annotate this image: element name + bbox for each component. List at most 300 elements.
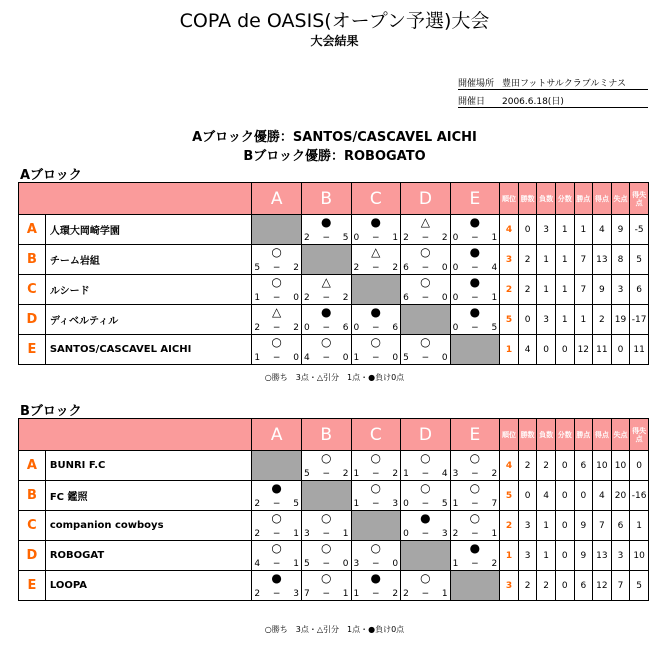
table-row	[19, 451, 649, 481]
team-letter: A	[19, 451, 46, 481]
match-cell	[401, 275, 451, 305]
match-score	[304, 559, 349, 569]
match-cell	[301, 305, 351, 335]
score-against: 1	[293, 559, 299, 569]
self-match-cell	[252, 451, 302, 481]
venue-info	[458, 76, 626, 89]
match-cell	[301, 571, 351, 601]
score-against: 7	[491, 499, 498, 509]
score-for: 2	[403, 233, 409, 243]
block-b-winner: Bブロック優勝：ROBOGATO	[243, 149, 426, 164]
score-for: 6	[403, 293, 409, 303]
match-cell	[252, 305, 302, 335]
stat-cell: 2	[518, 275, 537, 305]
result-symbol: ●	[469, 305, 481, 319]
col-header-e: E	[450, 183, 500, 215]
match-cell	[252, 245, 302, 275]
score-separator: −	[372, 559, 380, 569]
stat-cell: -17	[630, 305, 649, 335]
stat-cell: 20	[611, 481, 630, 511]
match-cell	[351, 541, 401, 571]
result-symbol: ○	[320, 541, 332, 555]
header-corner	[19, 419, 252, 451]
result-symbol: ●	[271, 481, 282, 495]
score-for: 5	[254, 263, 261, 273]
col-header-b: B	[301, 183, 351, 215]
stat-cell: 2	[537, 571, 556, 601]
match-cell	[351, 481, 401, 511]
team-name: companion cowboys	[45, 511, 252, 541]
match-score	[354, 589, 399, 599]
stat-cell: 19	[611, 305, 630, 335]
score-against: 2	[441, 233, 448, 243]
score-against: 1	[441, 589, 448, 599]
score-against: 1	[293, 529, 299, 539]
rank-cell: 1	[500, 541, 519, 571]
stat-cell: 4	[537, 481, 556, 511]
team-letter: D	[19, 541, 46, 571]
match-score	[403, 233, 448, 243]
table-row	[19, 215, 649, 245]
match-score	[453, 323, 498, 333]
score-for: 1	[254, 353, 261, 363]
score-for: 0	[403, 529, 409, 539]
venue-value: 豊田フットサルクラブルミナス	[502, 79, 627, 89]
match-score	[254, 263, 299, 273]
stat-cell: 3	[537, 305, 556, 335]
stat-cell: 4	[518, 335, 537, 365]
result-symbol: ○	[469, 451, 481, 465]
stat-header: 得失点	[630, 183, 649, 215]
match-cell	[351, 335, 401, 365]
stat-cell: 0	[518, 481, 537, 511]
stat-cell: 12	[593, 571, 612, 601]
stat-cell: 9	[593, 275, 612, 305]
stat-header: 分数	[555, 419, 574, 451]
table-row	[19, 511, 649, 541]
score-for: 1	[254, 293, 261, 303]
result-symbol: ○	[320, 335, 332, 349]
match-score	[354, 323, 399, 333]
match-score	[354, 559, 399, 569]
stat-cell: 2	[593, 305, 612, 335]
block-b-title: Bブロック	[20, 404, 82, 419]
match-score	[453, 529, 498, 539]
result-symbol: ●	[370, 305, 382, 319]
score-for: 1	[353, 353, 360, 363]
score-against: 6	[342, 323, 349, 333]
score-separator: −	[372, 233, 380, 243]
score-for: 0	[452, 323, 459, 333]
match-score	[254, 293, 299, 303]
score-separator: −	[471, 293, 479, 303]
result-symbol: ○	[420, 245, 431, 259]
score-for: 2	[403, 589, 409, 599]
result-symbol: ●	[370, 215, 382, 229]
match-score	[403, 353, 448, 363]
stat-cell: 1	[574, 215, 593, 245]
result-symbol: △	[272, 305, 282, 319]
match-cell	[252, 481, 302, 511]
match-cell	[450, 541, 500, 571]
match-cell	[450, 451, 500, 481]
score-separator: −	[272, 589, 281, 599]
team-name: FC 鑑照	[45, 481, 252, 511]
stat-cell: 0	[518, 215, 537, 245]
score-for: 0	[452, 263, 459, 273]
match-cell	[351, 451, 401, 481]
stat-cell: 6	[630, 275, 649, 305]
score-for: 0	[353, 233, 360, 243]
stat-header: 勝点	[574, 419, 593, 451]
score-separator: −	[471, 263, 479, 273]
match-score	[403, 263, 448, 273]
block-a-table	[18, 182, 649, 365]
stat-header: 負数	[537, 183, 556, 215]
stat-header: 順位	[500, 419, 519, 451]
score-separator: −	[421, 589, 430, 599]
match-score	[254, 499, 299, 509]
match-score	[403, 589, 448, 599]
col-header-a: A	[252, 183, 302, 215]
score-against: 1	[392, 233, 399, 243]
match-score	[403, 529, 448, 539]
match-cell	[301, 541, 351, 571]
stat-cell: 3	[518, 541, 537, 571]
stat-cell: 7	[611, 571, 630, 601]
stat-header: 勝数	[518, 419, 537, 451]
score-against: 2	[491, 469, 498, 479]
stat-cell: 6	[574, 571, 593, 601]
stat-cell: 1	[630, 511, 649, 541]
result-symbol: ●	[420, 511, 431, 525]
rank-cell: 2	[500, 511, 519, 541]
stat-cell: 0	[611, 335, 630, 365]
stat-cell: 13	[593, 541, 612, 571]
score-separator: −	[322, 529, 330, 539]
score-for: 1	[403, 469, 409, 479]
match-cell	[351, 305, 401, 335]
match-score	[254, 353, 299, 363]
stat-cell: 6	[574, 451, 593, 481]
match-score	[354, 469, 399, 479]
score-against: 1	[342, 589, 349, 599]
score-against: 0	[293, 353, 299, 363]
score-separator: −	[322, 589, 330, 599]
score-against: 0	[441, 263, 448, 273]
score-against: 2	[392, 263, 399, 273]
match-score	[254, 559, 299, 569]
match-cell	[252, 511, 302, 541]
result-symbol: ●	[469, 245, 481, 259]
score-separator: −	[421, 529, 430, 539]
match-score	[304, 233, 349, 243]
score-against: 3	[293, 589, 299, 599]
score-for: 1	[452, 499, 459, 509]
self-match-cell	[401, 305, 451, 335]
result-symbol: ●	[469, 275, 481, 289]
result-symbol: ○	[271, 511, 282, 525]
match-score	[453, 233, 498, 243]
self-match-cell	[351, 511, 401, 541]
stat-cell: 2	[518, 571, 537, 601]
score-for: 0	[353, 323, 360, 333]
score-against: 0	[293, 293, 299, 303]
score-for: 0	[403, 499, 409, 509]
score-separator: −	[372, 323, 380, 333]
score-for: 5	[303, 469, 310, 479]
score-against: 2	[342, 293, 349, 303]
match-cell	[301, 215, 351, 245]
match-score	[304, 589, 349, 599]
team-letter: E	[19, 335, 46, 365]
score-separator: −	[471, 233, 479, 243]
match-cell	[401, 481, 451, 511]
match-score	[403, 469, 448, 479]
result-symbol: ○	[320, 451, 332, 465]
result-symbol: ○	[420, 571, 431, 585]
team-name: SANTOS/CASCAVEL AICHI	[45, 335, 252, 365]
score-against: 0	[441, 293, 448, 303]
score-separator: −	[272, 293, 281, 303]
score-for: 2	[254, 529, 261, 539]
match-score	[354, 233, 399, 243]
result-symbol: ○	[469, 511, 481, 525]
table-row	[19, 305, 649, 335]
score-separator: −	[471, 559, 479, 569]
score-against: 5	[441, 499, 448, 509]
team-letter: B	[19, 481, 46, 511]
score-separator: −	[322, 469, 330, 479]
result-symbol: ○	[420, 451, 431, 465]
result-symbol: ○	[271, 335, 282, 349]
rank-cell: 3	[500, 245, 519, 275]
score-separator: −	[372, 353, 380, 363]
stat-cell: 1	[555, 245, 574, 275]
match-score	[304, 353, 349, 363]
result-symbol: ○	[370, 541, 382, 555]
score-against: 0	[392, 559, 399, 569]
stat-cell: 0	[555, 451, 574, 481]
stat-header: 勝点	[574, 183, 593, 215]
team-name: 人環大岡崎学園	[45, 215, 252, 245]
stat-cell: 3	[611, 275, 630, 305]
score-separator: −	[322, 233, 330, 243]
match-score	[304, 469, 349, 479]
match-cell	[450, 275, 500, 305]
score-separator: −	[471, 469, 479, 479]
venue-label: 開催場所	[458, 79, 495, 89]
result-symbol: ○	[320, 511, 332, 525]
table-row	[19, 275, 649, 305]
stat-header: 得失点	[630, 419, 649, 451]
team-name: LOOPA	[45, 571, 252, 601]
stat-cell: 9	[611, 215, 630, 245]
score-against: 5	[293, 499, 299, 509]
stat-cell: 12	[574, 335, 593, 365]
score-against: 3	[392, 499, 399, 509]
score-for: 4	[303, 353, 310, 363]
score-for: 1	[353, 469, 360, 479]
stat-header: 得点	[593, 183, 612, 215]
header-row	[19, 419, 649, 451]
match-cell	[401, 335, 451, 365]
stat-cell: 0	[555, 511, 574, 541]
result-symbol: ○	[271, 245, 282, 259]
score-for: 2	[452, 529, 459, 539]
match-score	[354, 353, 399, 363]
stat-cell: 1	[555, 275, 574, 305]
score-separator: −	[421, 233, 430, 243]
match-cell	[252, 335, 302, 365]
stat-cell: 10	[630, 541, 649, 571]
stat-cell: 0	[555, 481, 574, 511]
score-against: 2	[342, 469, 349, 479]
score-for: 1	[353, 499, 360, 509]
stat-cell: -5	[630, 215, 649, 245]
divider	[458, 89, 648, 90]
rank-cell: 5	[500, 305, 519, 335]
team-name: ディベルティル	[45, 305, 252, 335]
score-against: 0	[392, 353, 399, 363]
score-separator: −	[421, 293, 430, 303]
rank-cell: 5	[500, 481, 519, 511]
stat-header: 失点	[611, 419, 630, 451]
match-cell	[252, 275, 302, 305]
result-symbol: ○	[320, 571, 332, 585]
match-score	[304, 293, 349, 303]
match-score	[403, 293, 448, 303]
score-against: 6	[392, 323, 399, 333]
score-separator: −	[322, 353, 330, 363]
result-symbol: △	[371, 245, 381, 259]
score-separator: −	[272, 323, 281, 333]
result-symbol: ●	[370, 571, 382, 585]
score-against: 2	[392, 469, 399, 479]
match-score	[304, 323, 349, 333]
stat-cell: 10	[611, 451, 630, 481]
result-symbol: ○	[420, 335, 431, 349]
result-symbol: ○	[420, 481, 431, 495]
stat-cell: 3	[537, 215, 556, 245]
stat-cell: 0	[555, 335, 574, 365]
stat-cell: 9	[574, 511, 593, 541]
header-row	[19, 183, 649, 215]
rank-cell: 2	[500, 275, 519, 305]
team-letter: E	[19, 571, 46, 601]
team-name: ルシード	[45, 275, 252, 305]
result-symbol: △	[321, 275, 331, 289]
match-cell	[450, 481, 500, 511]
score-separator: −	[272, 529, 281, 539]
score-for: 2	[254, 323, 261, 333]
score-against: 5	[342, 233, 349, 243]
stat-cell: 5	[630, 245, 649, 275]
score-against: 4	[491, 263, 498, 273]
team-letter: B	[19, 245, 46, 275]
match-score	[254, 589, 299, 599]
stat-cell: 10	[593, 451, 612, 481]
stat-cell: 1	[537, 511, 556, 541]
match-score	[254, 323, 299, 333]
stat-cell: 0	[574, 481, 593, 511]
result-symbol: ●	[469, 215, 481, 229]
date-value: 2006.6.18(日)	[502, 97, 564, 107]
self-match-cell	[351, 275, 401, 305]
col-header-b: B	[301, 419, 351, 451]
match-cell	[351, 245, 401, 275]
stat-cell: 7	[593, 511, 612, 541]
match-score	[403, 499, 448, 509]
score-separator: −	[372, 469, 380, 479]
score-separator: −	[322, 323, 330, 333]
score-against: 1	[491, 529, 498, 539]
rank-cell: 3	[500, 571, 519, 601]
result-symbol: ○	[420, 275, 431, 289]
result-symbol: ○	[271, 275, 282, 289]
table-row	[19, 245, 649, 275]
result-symbol: ○	[370, 335, 382, 349]
score-separator: −	[471, 499, 479, 509]
score-separator: −	[272, 263, 281, 273]
score-for: 2	[303, 293, 310, 303]
col-header-d: D	[401, 183, 451, 215]
match-cell	[450, 215, 500, 245]
score-for: 3	[353, 559, 360, 569]
stat-cell: -16	[630, 481, 649, 511]
match-score	[254, 529, 299, 539]
match-cell	[252, 541, 302, 571]
match-score	[453, 469, 498, 479]
block-a-title: Aブロック	[20, 168, 82, 183]
stat-cell: 13	[593, 245, 612, 275]
score-for: 0	[452, 233, 459, 243]
stat-cell: 11	[593, 335, 612, 365]
score-separator: −	[471, 323, 479, 333]
result-symbol: ○	[370, 451, 382, 465]
stat-cell: 11	[630, 335, 649, 365]
table-row	[19, 335, 649, 365]
self-match-cell	[301, 245, 351, 275]
score-separator: −	[421, 353, 430, 363]
score-for: 0	[303, 323, 310, 333]
divider	[458, 107, 648, 108]
stat-header: 失点	[611, 183, 630, 215]
score-against: 2	[491, 559, 498, 569]
stat-header: 順位	[500, 183, 519, 215]
score-for: 2	[254, 589, 261, 599]
score-separator: −	[372, 263, 380, 273]
result-symbol: ○	[370, 481, 382, 495]
match-cell	[401, 215, 451, 245]
score-against: 1	[491, 293, 498, 303]
self-match-cell	[450, 335, 500, 365]
result-symbol: ●	[271, 571, 282, 585]
match-cell	[351, 571, 401, 601]
match-score	[354, 263, 399, 273]
score-against: 2	[293, 323, 299, 333]
stat-cell: 6	[611, 511, 630, 541]
table-row	[19, 571, 649, 601]
stat-cell: 2	[518, 451, 537, 481]
result-symbol: ●	[320, 305, 332, 319]
stat-cell: 4	[593, 215, 612, 245]
score-against: 3	[441, 529, 448, 539]
stat-cell: 0	[537, 335, 556, 365]
score-against: 5	[491, 323, 498, 333]
team-name: BUNRI F.C	[45, 451, 252, 481]
col-header-c: C	[351, 419, 401, 451]
